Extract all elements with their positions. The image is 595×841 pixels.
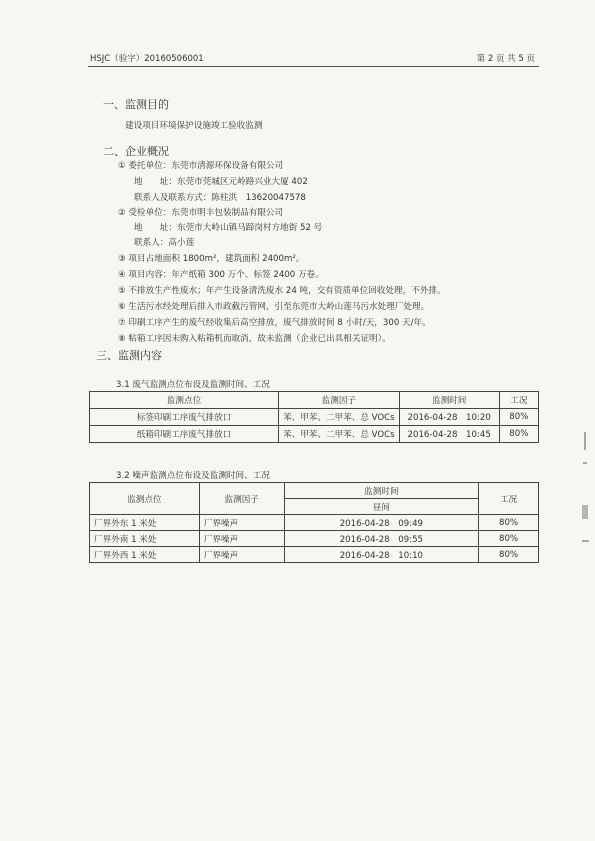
table-row — [90, 547, 539, 563]
table-header-row — [90, 483, 539, 499]
section-1-title: 一、监测目的 — [103, 98, 169, 111]
header-cell: 监测因子 — [279, 392, 400, 409]
section-2-line: 联系人及联系方式：陈柱洪 13620047578 — [134, 193, 306, 203]
table-cell: 2016-04-28 10:10 — [284, 547, 479, 563]
header-cell: 监测点位 — [90, 392, 279, 409]
header-cell: 监测时间 — [284, 483, 479, 499]
header-cell: 监测时间 — [399, 392, 499, 409]
table-cell: 2016-04-28 10:45 — [399, 426, 499, 443]
table-cell: 80% — [479, 531, 539, 547]
header-cell: 工况 — [499, 392, 538, 409]
header-cell: 工况 — [479, 483, 539, 515]
table-cell: 厂界噪声 — [199, 547, 284, 563]
section-2-line: ① 委托单位：东莞市清源环保设备有限公司 — [118, 161, 284, 171]
table-row — [90, 409, 539, 426]
seal-mark — [582, 540, 589, 542]
table-cell: 2016-04-28 09:49 — [284, 515, 479, 531]
table-cell: 纸箱印刷工序废气排放口 — [90, 426, 279, 443]
page-number: 第 2 页 共 5 页 — [476, 54, 535, 64]
section-1-text: 建设项目环境保护设施竣工验收监测 — [125, 121, 263, 131]
section-2-line: 地 址：东莞市大岭山镇马蹄岗村方地街 52 号 — [134, 223, 323, 233]
table-cell: 2016-04-28 10:20 — [399, 409, 499, 426]
table-1-caption: 3.1 废气监测点位布设及监测时间、工况 — [116, 380, 270, 390]
seal-mark — [582, 505, 588, 519]
table-cell: 2016-04-28 09:55 — [284, 531, 479, 547]
table-row — [90, 426, 539, 443]
table-row — [90, 515, 539, 531]
header-cell: 监测因子 — [199, 483, 284, 515]
table-row — [90, 531, 539, 547]
seal-mark — [583, 462, 587, 464]
table-cell: 苯、甲苯、二甲苯、总 VOCs — [279, 426, 400, 443]
section-2-line: ⑥ 生活污水经处理后排入市政截污管网，引至东莞市大岭山莲马污水处理厂处理。 — [118, 302, 430, 312]
table-cell: 厂界噪声 — [199, 531, 284, 547]
seal-mark — [584, 432, 586, 450]
header-cell: 昼间 — [284, 499, 479, 515]
exhaust-monitoring-table — [89, 391, 539, 443]
table-header-row — [90, 392, 539, 409]
section-2-line: ② 受检单位：东莞市明丰包装制品有限公司 — [118, 208, 284, 218]
table-cell: 80% — [479, 547, 539, 563]
header-cell: 监测点位 — [90, 483, 200, 515]
table-cell: 苯、甲苯、二甲苯、总 VOCs — [279, 409, 400, 426]
section-2-line: ③ 项目占地面积 1800m²，建筑面积 2400m²。 — [118, 254, 305, 264]
section-2-line: ⑤ 不排放生产性废水；年产生设备清洗废水 24 吨，交有资质单位回收处理，不外排。 — [118, 286, 446, 296]
table-cell: 厂界噪声 — [199, 515, 284, 531]
section-2-line: 地 址：东莞市莞城区元岭路兴业大厦 402 — [134, 177, 308, 187]
noise-monitoring-table — [89, 482, 539, 563]
section-2-line: ④ 项目内容：年产纸箱 300 万个、标签 2400 万卷。 — [118, 270, 324, 280]
table-cell: 标签印刷工序废气排放口 — [90, 409, 279, 426]
table-cell: 厂界外东 1 米处 — [90, 515, 200, 531]
section-2-line: 联系人：高小莲 — [134, 238, 195, 248]
document-number: HSJC（验字）20160506001 — [90, 54, 204, 64]
table-2-caption: 3.2 噪声监测点位布设及监测时间、工况 — [116, 471, 270, 481]
table-cell: 厂界外南 1 米处 — [90, 531, 200, 547]
table-cell: 厂界外西 1 米处 — [90, 547, 200, 563]
section-2-line: ⑧ 粘箱工序因未购入粘箱机而取消，故未监测（企业已出具相关证明）。 — [118, 334, 391, 344]
table-cell: 80% — [499, 409, 538, 426]
section-2-line: ⑦ 印刷工序产生的废气经收集后高空排放，废气排放时间 8 小时/天，300 天/年。 — [118, 318, 431, 328]
table-cell: 80% — [499, 426, 538, 443]
section-2-title: 二、企业概况 — [103, 145, 169, 158]
table-cell: 80% — [479, 515, 539, 531]
section-3-title: 三、监测内容 — [96, 349, 162, 362]
header-divider — [88, 66, 539, 67]
